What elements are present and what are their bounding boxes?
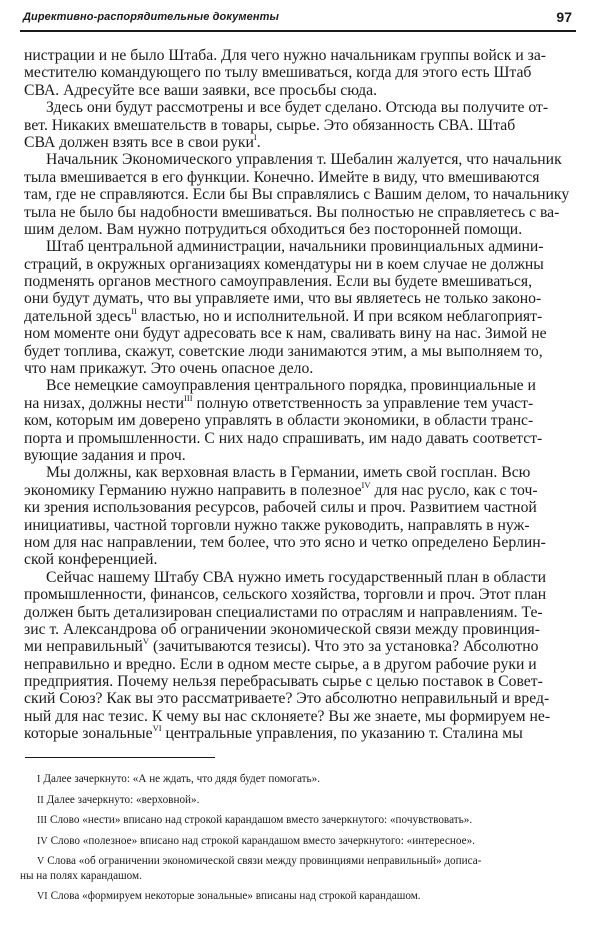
footnote-mark: VI [37, 890, 48, 902]
text-line: Здесь они будут рассмотрены и все будет сделано. Отсюда вы получите от- [46, 99, 549, 117]
footnote-ref: IV [361, 479, 371, 490]
footnote-text: Слова «об ограничении экономической связи между провинциями неправильный» дописа- [47, 855, 482, 867]
footnote-divider [25, 757, 215, 758]
text-line: ный для нас тезис. К чему вы нас склоняете? Вы же знаете, мы формируем не- [24, 707, 551, 725]
text-line: страций, в окружных организациях комендатуры ни в коем случае не должны [24, 255, 544, 273]
text-line: там, где не справляются. Если бы Вы справлялись с Вашим делом, то начальнику [24, 186, 570, 204]
text-line: зис т. Александрова об ограничении экономической связи между провинция- [24, 620, 540, 638]
footnote-ref: I [253, 131, 257, 142]
footnote-item [20, 834, 580, 849]
footnote-mark: IV [37, 835, 48, 847]
footnote-ref: VI [152, 723, 162, 733]
footnote-text: Далее зачеркнуто: «А не ждать, что дядя будет помогать». [43, 773, 321, 785]
text-line: ский Союз? Как вы это рассматриваете? Это абсолютно неправильный и вред- [24, 690, 550, 708]
footnote-mark: V [37, 856, 45, 867]
footnote-text: Слова «формируем некоторые зональные» вписаны над строкой карандашом. [50, 889, 421, 902]
text-line: что нам прикажут. Это очень опасное дело. [24, 360, 314, 378]
footnote-item [20, 772, 580, 787]
main-text [24, 47, 573, 743]
running-header [20, 10, 576, 32]
text-line: неправильно и вредно. Если в одном месте сырье, а в другом рабочие руки и [24, 655, 537, 673]
text-line: инициативы, частной торговли нужно также руководить, направлять в нуж- [24, 516, 530, 534]
text-line: на низах, должны нести$^{III}$ полную ответственность за управление тем участ- [24, 392, 534, 412]
text-line: Мы должны, как верховная власть в Германии, иметь свой госплан. Всю [46, 464, 531, 482]
footnotes [20, 772, 580, 909]
footnote-item [20, 889, 580, 904]
footnote-mark: III [37, 815, 47, 826]
text-line: ки зрения использования ресурсов, рабочей силы и проч. Развитием частной [24, 499, 537, 517]
text-line: нистрации и не было Штаба. Для чего нужно начальникам группы войск и за- [24, 47, 547, 64]
text-line: СВА должен взять все в свои руки$^I$. [24, 131, 261, 151]
text-line: ком, которым им доверено управлять в области экономики, в области транс- [24, 412, 534, 430]
footnote-text: Слово «полезное» вписано над строкой карандашом вместо зачеркнутого: «интересное». [50, 834, 475, 847]
text-line: Все немецкие самоуправления центрального порядка, провинциальные и [46, 377, 536, 395]
text-line: шим делом. Вам нужно потрудиться обходиться без посторонней помощи. [24, 220, 523, 238]
text-line: тыла вмешивается в его функции. Конечно. Имейте в виду, что вмешиваются [24, 168, 540, 186]
text-line: ном для нас направлении, тем более, что это ясно и четко определено Берлин- [24, 533, 546, 551]
page-number: 97 [556, 9, 572, 25]
text-line: Штаб центральной администрации, начальники провинциальных админи- [46, 238, 544, 256]
footnote-mark: II [37, 794, 44, 806]
text-line: промышленности, финансов, сельского хозяйства, торговли и проч. Этот план [24, 586, 547, 604]
footnote-mark: I [37, 774, 41, 785]
text-line: Начальник Экономического управления т. Шебалин жалуется, что начальник [46, 151, 562, 169]
text-line: экономику Германию нужно направить в полезное$^{IV}$ для нас русло, как с точ- [24, 479, 538, 499]
text-line: вет. Никаких вмешательств в товары, сырье. Это обязанность СВА. Штаб [24, 116, 516, 134]
text-line: они будут думать, что вы управляете ими, что вы являетесь не только законо- [24, 290, 542, 308]
text-line: ми неправильный$^V$ (зачитываются тезисы). Что это за установка? Абсолютно [24, 636, 539, 656]
text-line: порта и промышленности. С них надо спрашивать, им надо давать соответст- [24, 429, 543, 447]
text-line: должен быть детализирован специалистами по отраслям и направлениям. Те- [24, 603, 543, 621]
footnote-text-continued: ны на полях карандашом. [20, 870, 142, 882]
text-line: ской конференцией. [24, 551, 158, 569]
text-line: подменять органов местного самоуправления. Если вы будете вмешиваться, [24, 273, 533, 291]
footnote-item [20, 813, 580, 828]
text-line: ном моменте они будут адресовать все к нам, сваливать вину на нас. Зимой не [24, 325, 547, 343]
text-line: СВА. Адресуйте все ваши заявки, все просьбы сюда. [24, 81, 378, 99]
text-line: вующие задания и проч. [24, 446, 186, 464]
footnote-ref: V [142, 636, 150, 647]
text-line: дательной здесь$^{II}$ властью, но и исполнительной. И при всяком неблагоприят- [24, 305, 543, 325]
footnote-ref: III [184, 392, 193, 403]
text-line: Сейчас нашему Штабу СВА нужно иметь государственный план в области [46, 568, 546, 586]
text-line: предприятия. Почему нельзя перебрасывать сырье с целью поставок в Совет- [24, 673, 543, 691]
text-line: местителю командующего по тылу вмешиваться, когда для этого есть Штаб [24, 64, 532, 82]
text-line: тыла не было бы надобности вмешиваться. Вы полностью не справляетесь с ва- [24, 203, 560, 221]
text-line: будет топлива, скажут, советские люди занимаются этим, а мы выполняем то, [24, 342, 543, 360]
footnote-item [20, 793, 580, 808]
footnote-ref: II [131, 305, 137, 316]
footnote-text: Слово «нести» вписано над строкой карандашом вместо зачеркнутого: «почувствовать». [50, 814, 473, 826]
footnote-text: Далее зачеркнуто: «верховной». [46, 793, 200, 806]
footnote-item [20, 854, 580, 883]
running-header-title: Директивно-распорядительные документы [23, 11, 279, 23]
text-line: которые зональные$^{VI}$ центральные управления, по указанию т. Сталина мы [24, 723, 523, 743]
